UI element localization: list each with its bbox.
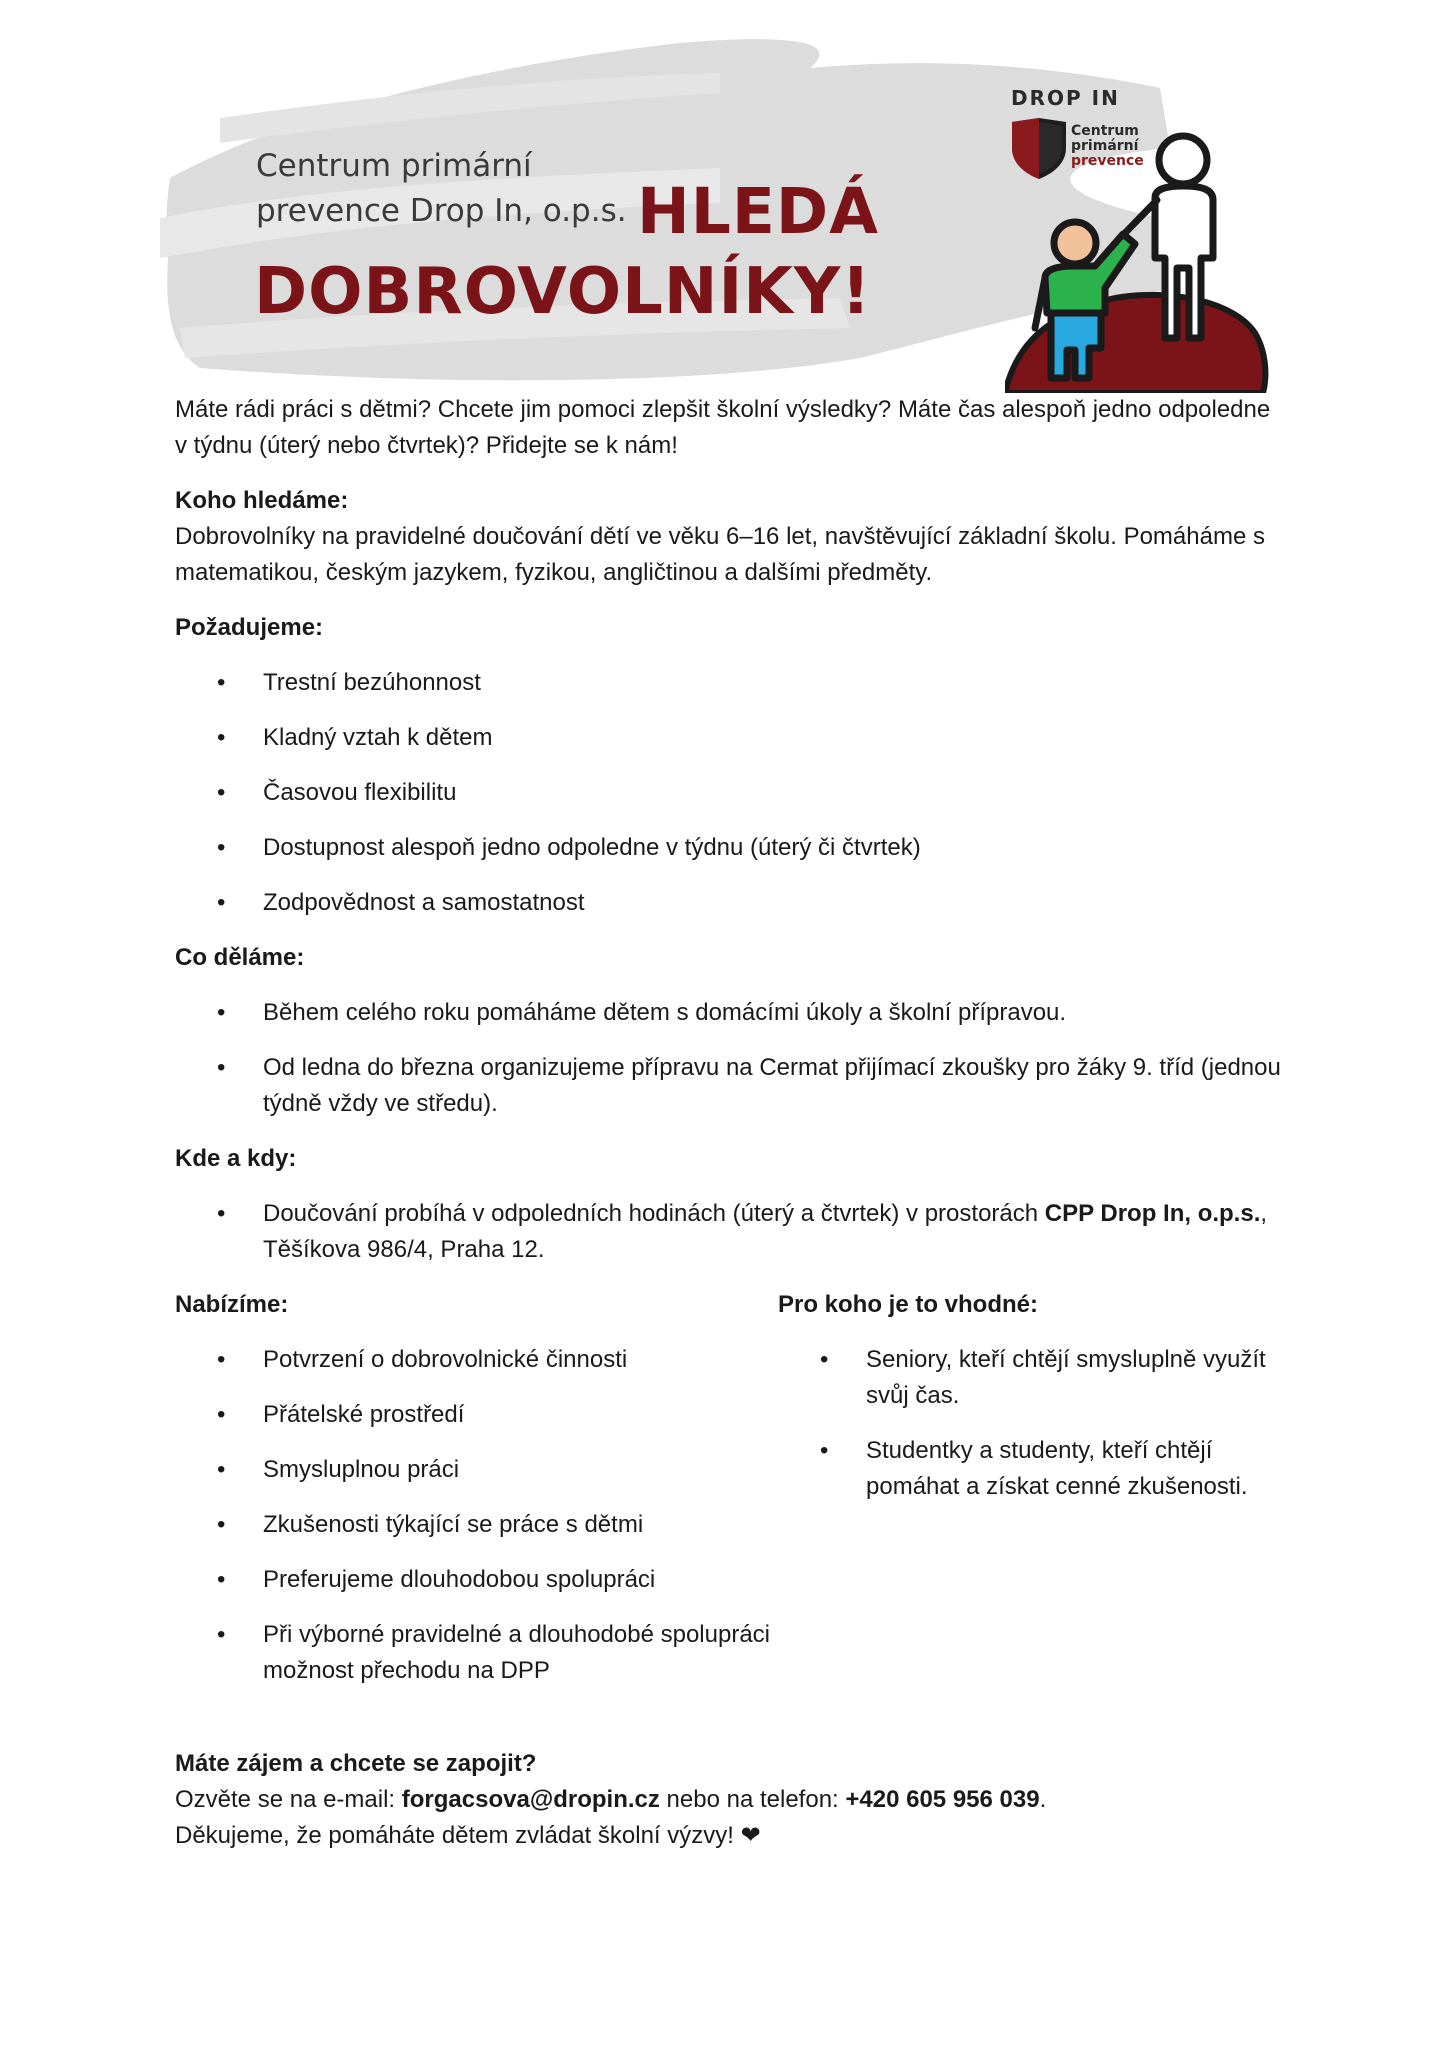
list-item: • Kladný vztah k dětem bbox=[175, 720, 1285, 756]
heart-icon: ❤ bbox=[740, 1822, 761, 1849]
kde-text-start: Doučování probíhá v odpoledních hodinách (úterý a čtvrtek) v prostorách bbox=[263, 1200, 1045, 1227]
co-delame-list bbox=[175, 995, 1285, 1122]
list-item: • Preferujeme dlouhodobou spolupráci bbox=[175, 1562, 778, 1598]
flyer-content bbox=[175, 392, 1285, 1854]
list-item: • Studentky a studenty, kteří chtějí pomáhat a získat cenné zkušenosti. bbox=[778, 1433, 1285, 1505]
pro-koho-heading: Pro koho je to vhodné: bbox=[778, 1291, 1039, 1318]
pro-koho-column bbox=[778, 1287, 1285, 1689]
koho-heading: Koho hledáme: bbox=[175, 487, 349, 514]
contact-text-middle: nebo na telefon: bbox=[659, 1786, 846, 1813]
org-name-line1: Centrum primární bbox=[256, 148, 532, 184]
list-item: • Během celého roku pomáháme dětem s domácími úkoly a školní přípravou. bbox=[175, 995, 1285, 1031]
headline-dobrovolniky: DOBROVOLNÍKY! bbox=[254, 255, 872, 329]
list-item bbox=[175, 1196, 1285, 1268]
list-item: • Při výborné pravidelné a dlouhodobé spolupráci možnost přechodu na DPP bbox=[175, 1617, 778, 1689]
contact-text-start: Ozvěte se na e-mail: bbox=[175, 1786, 402, 1813]
two-column-section bbox=[175, 1287, 1285, 1689]
contact-line bbox=[175, 1782, 1285, 1818]
co-delame-heading: Co děláme: bbox=[175, 944, 305, 971]
list-item: • Dostupnost alespoň jedno odpoledne v týdnu (úterý či čtvrtek) bbox=[175, 830, 1285, 866]
list-item: • Trestní bezúhonnost bbox=[175, 665, 1285, 701]
thanks-text: Děkujeme, že pomáháte dětem zvládat školní výzvy! bbox=[175, 1822, 734, 1849]
kde-address: , Těšíkova 986/4, Praha 12. bbox=[263, 1200, 1268, 1263]
list-item: • Přátelské prostředí bbox=[175, 1397, 778, 1433]
kde-organization: CPP Drop In, o.p.s. bbox=[1044, 1200, 1261, 1227]
contact-text-end: . bbox=[1039, 1786, 1047, 1813]
koho-text: Dobrovolníky na pravidelné doučování dětí ve věku 6–16 let, navštěvující základní školu. Pomáháme s matematikou, českým jazykem, fyzikou, angličtinou a dalšími předměty. bbox=[175, 523, 1265, 586]
list-item: • Potvrzení o dobrovolnické činnosti bbox=[175, 1342, 778, 1378]
logo-sub-primarni: primární bbox=[1071, 138, 1139, 154]
list-item: • Od ledna do března organizujeme přípravu na Cermat přijímací zkoušky pro žáky 9. tříd (jednou týdně vždy ve středu). bbox=[175, 1050, 1285, 1122]
pro-koho-list bbox=[778, 1342, 1285, 1505]
headline-hleda: HLEDÁ bbox=[637, 175, 879, 248]
contact-phone[interactable]: +420 605 956 039 bbox=[845, 1786, 1040, 1813]
logo-sub-centrum: Centrum bbox=[1071, 123, 1139, 139]
drop-in-logo-text: DROP IN bbox=[1011, 86, 1120, 110]
contact-email[interactable]: forgacsova@dropin.cz bbox=[401, 1786, 660, 1813]
contact-heading: Máte zájem a chcete se zapojit? bbox=[175, 1750, 537, 1777]
org-name-line2: prevence Drop In, o.p.s. bbox=[256, 193, 627, 229]
list-item: • Smysluplnou práci bbox=[175, 1452, 778, 1488]
kde-list bbox=[175, 1196, 1285, 1268]
thanks-line bbox=[175, 1818, 1285, 1854]
list-item: • Časovou flexibilitu bbox=[175, 775, 1285, 811]
nabizime-column bbox=[175, 1287, 778, 1689]
list-item: • Zkušenosti týkající se práce s dětmi bbox=[175, 1507, 778, 1543]
pozadujeme-list bbox=[175, 665, 1285, 921]
list-item: • Zodpovědnost a samostatnost bbox=[175, 885, 1285, 921]
intro-paragraph: Máte rádi práci s dětmi? Chcete jim pomoci zlepšit školní výsledky? Máte čas alespoň jedno odpoledne v týdnu (úterý nebo čtvrtek)? Přidejte se k nám! bbox=[175, 396, 1271, 459]
pozadujeme-heading: Požadujeme: bbox=[175, 614, 324, 641]
kde-heading: Kde a kdy: bbox=[175, 1145, 297, 1172]
nabizime-list bbox=[175, 1342, 778, 1689]
logo-sub-prevence: prevence bbox=[1071, 153, 1144, 169]
nabizime-heading: Nabízíme: bbox=[175, 1291, 289, 1318]
header-banner bbox=[160, 28, 1270, 393]
list-item: • Seniory, kteří chtějí smysluplně využít svůj čas. bbox=[778, 1342, 1285, 1414]
helping-hand-illustration-icon bbox=[1005, 128, 1270, 393]
